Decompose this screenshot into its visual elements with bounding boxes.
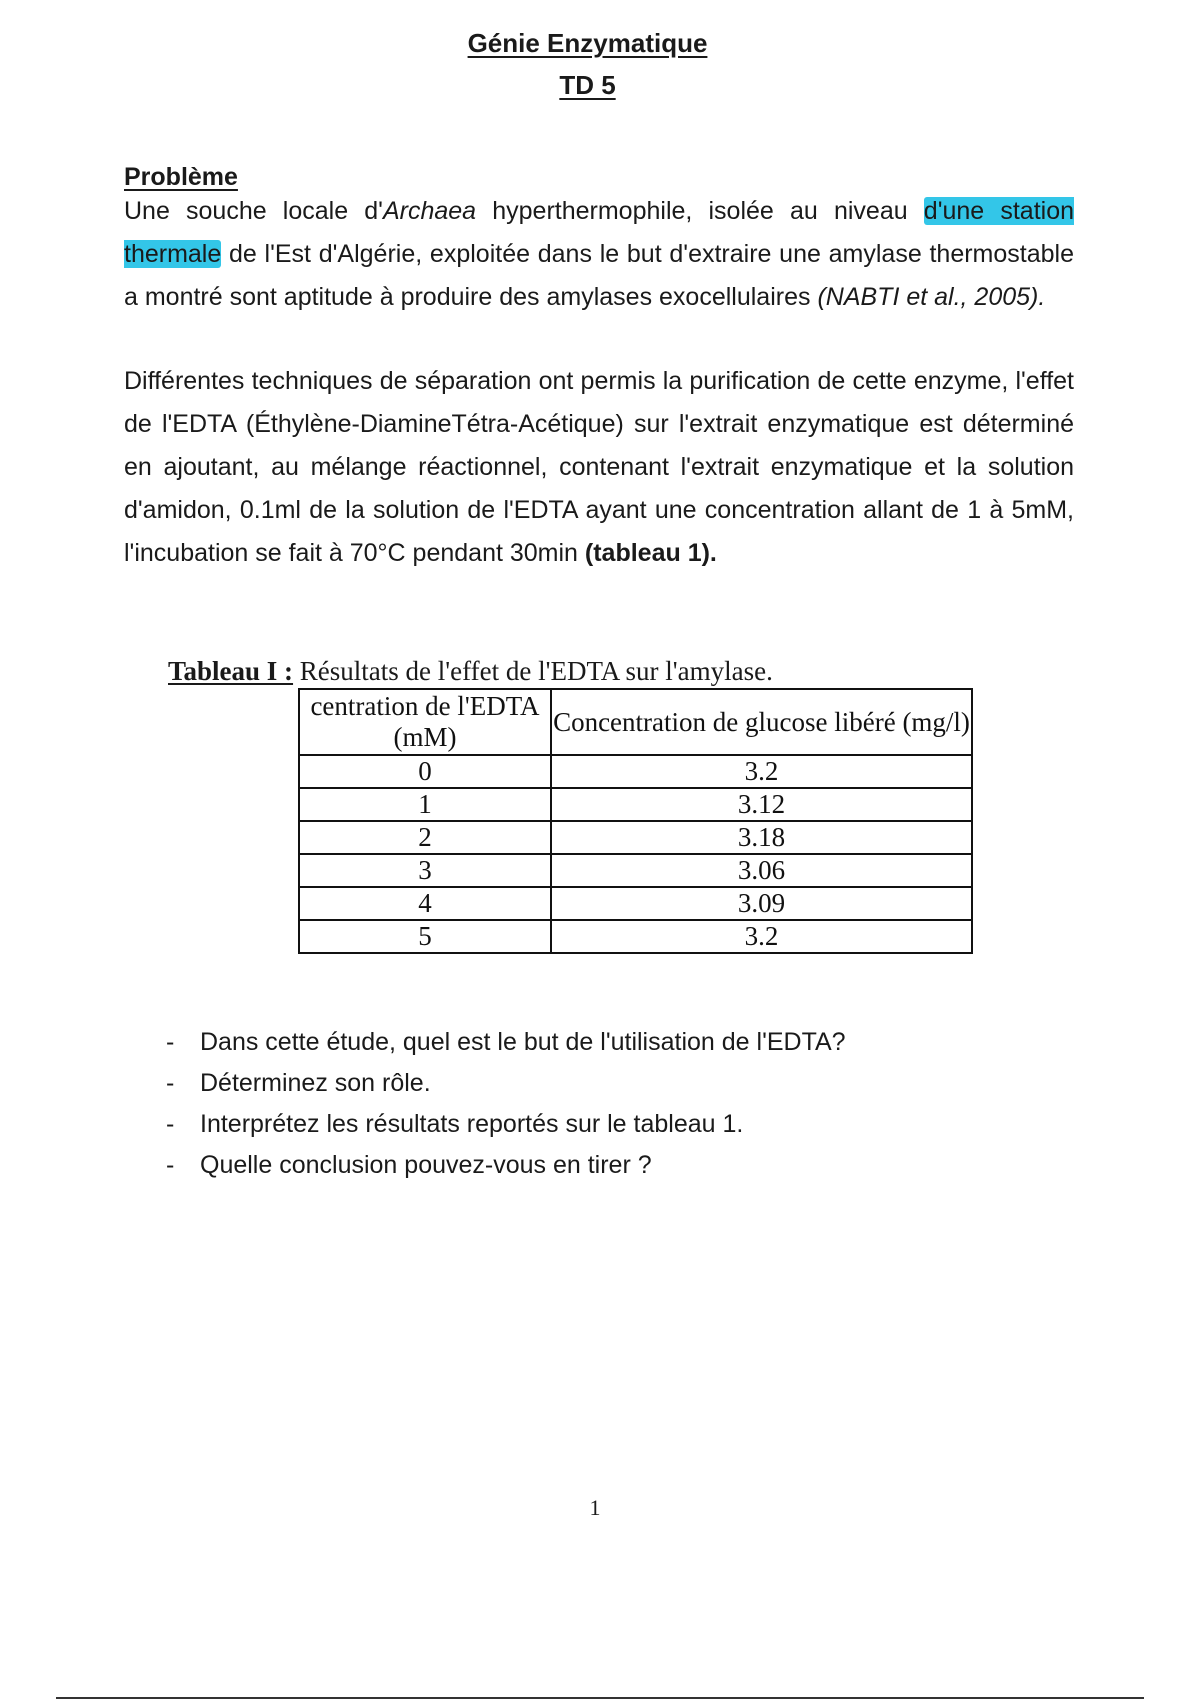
p2-table-ref: (tableau 1). xyxy=(584,539,717,567)
edta-results-table xyxy=(298,688,973,954)
highlighted-station-thermale: d'une station thermale xyxy=(124,197,1075,268)
table-row xyxy=(299,854,972,887)
question-item xyxy=(160,1063,846,1104)
table-row xyxy=(299,920,972,953)
course-title: Génie Enzymatique xyxy=(467,28,708,58)
p1-reference: (NABTI et al., 2005). xyxy=(817,283,1046,311)
edta-value: 2 xyxy=(299,821,551,854)
page-number: 1 xyxy=(589,1495,601,1520)
glucose-value: 3.06 xyxy=(551,854,972,887)
header-glucose-concentration: Concentration de glucose libéré (mg/l) xyxy=(551,689,972,755)
p1-archaea: Archaea xyxy=(382,197,477,225)
glucose-value: 3.2 xyxy=(551,755,972,788)
question-list xyxy=(160,1022,846,1186)
question-text: Quelle conclusion pouvez-vous en tirer ? xyxy=(200,1151,652,1179)
p2-text-a: Différentes techniques de séparation ont permis la purification de cette enzyme, l'effet de l'EDTA (Éthylène-DiamineTétra-Acétique) sur l'extrait enzymatique est déterminé en ajoutant, au mélange réactionnel, contenant l'extrait enzymatique et la solution d'amidon, 0.1ml de la solution de l'EDTA ayant une concentration allant de 1 à 5mM, l'incubation se fait à 70°C pendant 30min xyxy=(124,367,1074,567)
bullet-dash: - xyxy=(166,1069,175,1097)
edta-value: 1 xyxy=(299,788,551,821)
p1-text-e: de l'Est d'Algérie, exploitée dans le but d'extraire une amylase thermostable a montré sont aptitude à produire des amylases exocellulaires xyxy=(124,240,1074,311)
problem-paragraph-1 xyxy=(124,190,1074,319)
bullet-dash: - xyxy=(166,1151,175,1179)
problem-heading: Problème xyxy=(124,163,238,191)
bullet-dash: - xyxy=(166,1028,175,1056)
edta-value: 3 xyxy=(299,854,551,887)
td-number: TD 5 xyxy=(559,70,616,100)
edta-value: 4 xyxy=(299,887,551,920)
edta-value: 5 xyxy=(299,920,551,953)
table-row xyxy=(299,821,972,854)
bullet-dash: - xyxy=(166,1110,175,1138)
table-row xyxy=(299,887,972,920)
glucose-value: 3.18 xyxy=(551,821,972,854)
table-row xyxy=(299,788,972,821)
glucose-value: 3.12 xyxy=(551,788,972,821)
question-text: Déterminez son rôle. xyxy=(200,1069,431,1097)
p1-text-c: hyperthermophile, isolée au niveau xyxy=(476,197,924,225)
table-header-row xyxy=(299,689,972,755)
glucose-value: 3.2 xyxy=(551,920,972,953)
table-caption-label: Tableau I : xyxy=(168,656,294,686)
header-edta-concentration: centration de l'EDTA (mM) xyxy=(299,689,551,755)
question-item xyxy=(160,1104,846,1145)
problem-paragraph-2 xyxy=(124,360,1074,575)
table-caption xyxy=(168,656,773,687)
page-bottom-divider xyxy=(56,1697,1144,1699)
table-row xyxy=(299,755,972,788)
question-text: Interprétez les résultats reportés sur le tableau 1. xyxy=(200,1110,744,1138)
question-item xyxy=(160,1145,846,1186)
question-text: Dans cette étude, quel est le but de l'utilisation de l'EDTA? xyxy=(200,1028,846,1056)
glucose-value: 3.09 xyxy=(551,887,972,920)
document-header xyxy=(0,22,1175,106)
edta-value: 0 xyxy=(299,755,551,788)
p1-text-a: Une souche locale d' xyxy=(124,197,383,225)
table-caption-text: Résultats de l'effet de l'EDTA sur l'amylase. xyxy=(293,656,773,686)
question-item xyxy=(160,1022,846,1063)
